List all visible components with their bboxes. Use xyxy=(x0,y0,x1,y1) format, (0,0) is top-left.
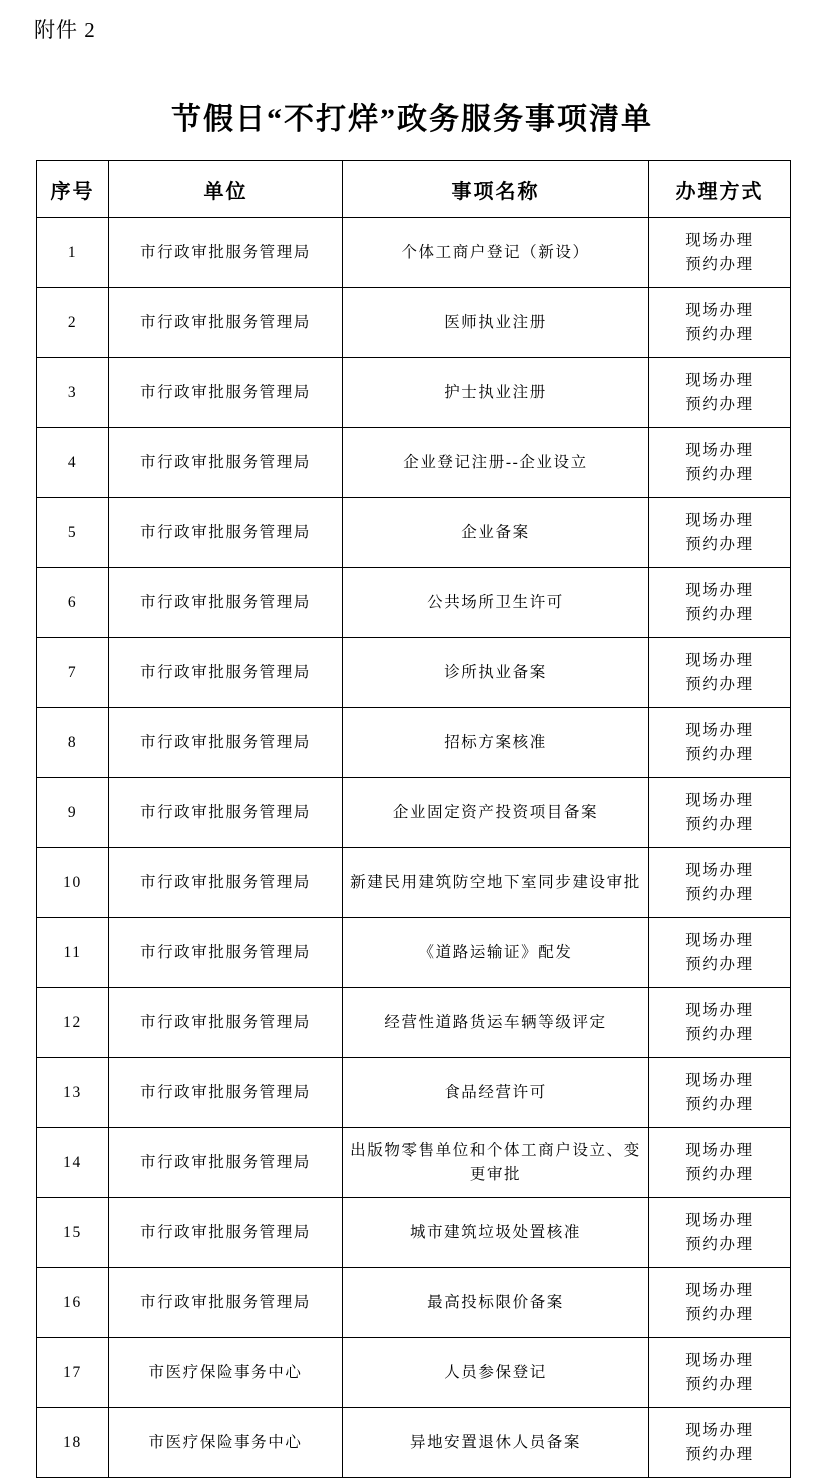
mode-line-appointment: 预约办理 xyxy=(685,325,754,343)
mode-line-appointment: 预约办理 xyxy=(685,1025,754,1043)
column-header-no: 序号 xyxy=(37,161,109,218)
cell-no: 12 xyxy=(37,988,109,1058)
cell-mode xyxy=(649,708,791,778)
table-row xyxy=(37,1268,791,1338)
cell-item: 护士执业注册 xyxy=(343,358,649,428)
cell-no: 5 xyxy=(37,498,109,568)
cell-mode xyxy=(649,1128,791,1198)
cell-unit: 市行政审批服务管理局 xyxy=(109,428,343,498)
cell-no: 14 xyxy=(37,1128,109,1198)
cell-item: 诊所执业备案 xyxy=(343,638,649,708)
table-row xyxy=(37,708,791,778)
cell-mode xyxy=(649,1198,791,1268)
mode-line-appointment: 预约办理 xyxy=(685,605,754,623)
cell-no: 16 xyxy=(37,1268,109,1338)
mode-line-appointment: 预约办理 xyxy=(685,885,754,903)
mode-line-onsite: 现场办理 xyxy=(685,442,754,460)
table-row xyxy=(37,1198,791,1268)
cell-mode xyxy=(649,568,791,638)
cell-item: 企业登记注册--企业设立 xyxy=(343,428,649,498)
mode-line-onsite: 现场办理 xyxy=(685,512,754,530)
mode-line-onsite: 现场办理 xyxy=(685,1072,754,1090)
table-header xyxy=(37,161,791,218)
cell-no: 13 xyxy=(37,1058,109,1128)
cell-mode xyxy=(649,1338,791,1408)
mode-line-appointment: 预约办理 xyxy=(685,1375,754,1393)
mode-line-onsite: 现场办理 xyxy=(685,1282,754,1300)
mode-line-onsite: 现场办理 xyxy=(685,372,754,390)
table-row xyxy=(37,1408,791,1478)
cell-unit: 市医疗保险事务中心 xyxy=(109,1408,343,1478)
mode-line-onsite: 现场办理 xyxy=(685,862,754,880)
cell-no: 4 xyxy=(37,428,109,498)
cell-item: 最高投标限价备案 xyxy=(343,1268,649,1338)
cell-unit: 市行政审批服务管理局 xyxy=(109,918,343,988)
cell-unit: 市行政审批服务管理局 xyxy=(109,708,343,778)
cell-unit: 市行政审批服务管理局 xyxy=(109,358,343,428)
cell-mode xyxy=(649,1268,791,1338)
cell-unit: 市行政审批服务管理局 xyxy=(109,218,343,288)
table-row xyxy=(37,428,791,498)
cell-no: 9 xyxy=(37,778,109,848)
cell-mode xyxy=(649,218,791,288)
page-title: 节假日“不打烊”政务服务事项清单 xyxy=(171,103,653,136)
cell-unit: 市行政审批服务管理局 xyxy=(109,1198,343,1268)
cell-mode xyxy=(649,638,791,708)
table-row xyxy=(37,988,791,1058)
mode-line-appointment: 预约办理 xyxy=(685,255,754,273)
column-header-mode: 办理方式 xyxy=(649,161,791,218)
cell-no: 15 xyxy=(37,1198,109,1268)
cell-mode xyxy=(649,358,791,428)
cell-item: 出版物零售单位和个体工商户设立、变更审批 xyxy=(343,1128,649,1198)
mode-line-onsite: 现场办理 xyxy=(685,932,754,950)
cell-no: 6 xyxy=(37,568,109,638)
mode-line-appointment: 预约办理 xyxy=(685,815,754,833)
mode-line-onsite: 现场办理 xyxy=(685,722,754,740)
cell-item: 医师执业注册 xyxy=(343,288,649,358)
table-row xyxy=(37,1128,791,1198)
table-header-row xyxy=(37,161,791,218)
cell-no: 1 xyxy=(37,218,109,288)
cell-item: 企业备案 xyxy=(343,498,649,568)
cell-no: 17 xyxy=(37,1338,109,1408)
table-row xyxy=(37,358,791,428)
cell-item: 企业固定资产投资项目备案 xyxy=(343,778,649,848)
cell-mode xyxy=(649,1408,791,1478)
mode-line-onsite: 现场办理 xyxy=(685,1142,754,1160)
cell-mode xyxy=(649,988,791,1058)
cell-unit: 市行政审批服务管理局 xyxy=(109,1268,343,1338)
cell-no: 7 xyxy=(37,638,109,708)
cell-mode xyxy=(649,918,791,988)
cell-item: 食品经营许可 xyxy=(343,1058,649,1128)
cell-mode xyxy=(649,288,791,358)
cell-unit: 市医疗保险事务中心 xyxy=(109,1338,343,1408)
mode-line-onsite: 现场办理 xyxy=(685,792,754,810)
cell-mode xyxy=(649,848,791,918)
table-row xyxy=(37,1058,791,1128)
cell-item: 经营性道路货运车辆等级评定 xyxy=(343,988,649,1058)
cell-unit: 市行政审批服务管理局 xyxy=(109,778,343,848)
table-row xyxy=(37,218,791,288)
table-body xyxy=(37,218,791,1478)
cell-mode xyxy=(649,498,791,568)
table-row xyxy=(37,638,791,708)
cell-unit: 市行政审批服务管理局 xyxy=(109,638,343,708)
table-row xyxy=(37,288,791,358)
cell-no: 8 xyxy=(37,708,109,778)
mode-line-appointment: 预约办理 xyxy=(685,395,754,413)
table-row xyxy=(37,918,791,988)
cell-no: 10 xyxy=(37,848,109,918)
mode-line-appointment: 预约办理 xyxy=(685,955,754,973)
cell-item: 招标方案核准 xyxy=(343,708,649,778)
cell-unit: 市行政审批服务管理局 xyxy=(109,1058,343,1128)
table-row xyxy=(37,498,791,568)
mode-line-appointment: 预约办理 xyxy=(685,675,754,693)
cell-unit: 市行政审批服务管理局 xyxy=(109,288,343,358)
cell-item: 异地安置退休人员备案 xyxy=(343,1408,649,1478)
mode-line-appointment: 预约办理 xyxy=(685,535,754,553)
mode-line-appointment: 预约办理 xyxy=(685,1165,754,1183)
cell-unit: 市行政审批服务管理局 xyxy=(109,988,343,1058)
cell-item: 公共场所卫生许可 xyxy=(343,568,649,638)
table-container xyxy=(0,138,824,1478)
cell-item: 个体工商户登记（新设） xyxy=(343,218,649,288)
mode-line-appointment: 预约办理 xyxy=(685,1305,754,1323)
mode-line-onsite: 现场办理 xyxy=(685,1002,754,1020)
column-header-item: 事项名称 xyxy=(343,161,649,218)
mode-line-onsite: 现场办理 xyxy=(685,582,754,600)
column-header-unit: 单位 xyxy=(109,161,343,218)
mode-line-appointment: 预约办理 xyxy=(685,1095,754,1113)
table-row xyxy=(37,568,791,638)
mode-line-appointment: 预约办理 xyxy=(685,1235,754,1253)
mode-line-appointment: 预约办理 xyxy=(685,1445,754,1463)
table-row xyxy=(37,1338,791,1408)
cell-unit: 市行政审批服务管理局 xyxy=(109,1128,343,1198)
mode-line-onsite: 现场办理 xyxy=(685,1212,754,1230)
cell-unit: 市行政审批服务管理局 xyxy=(109,848,343,918)
service-items-table xyxy=(36,160,791,1478)
cell-item: 人员参保登记 xyxy=(343,1338,649,1408)
cell-mode xyxy=(649,1058,791,1128)
mode-line-onsite: 现场办理 xyxy=(685,652,754,670)
cell-unit: 市行政审批服务管理局 xyxy=(109,568,343,638)
cell-unit: 市行政审批服务管理局 xyxy=(109,498,343,568)
cell-no: 3 xyxy=(37,358,109,428)
cell-mode xyxy=(649,778,791,848)
cell-item: 城市建筑垃圾处置核准 xyxy=(343,1198,649,1268)
mode-line-appointment: 预约办理 xyxy=(685,465,754,483)
cell-mode xyxy=(649,428,791,498)
table-row xyxy=(37,778,791,848)
cell-item: 新建民用建筑防空地下室同步建设审批 xyxy=(343,848,649,918)
mode-line-onsite: 现场办理 xyxy=(685,232,754,250)
cell-no: 11 xyxy=(37,918,109,988)
mode-line-onsite: 现场办理 xyxy=(685,1422,754,1440)
mode-line-onsite: 现场办理 xyxy=(685,302,754,320)
cell-no: 2 xyxy=(37,288,109,358)
cell-item: 《道路运输证》配发 xyxy=(343,918,649,988)
attachment-label: 附件 2 xyxy=(34,18,96,42)
mode-line-appointment: 预约办理 xyxy=(685,745,754,763)
table-row xyxy=(37,848,791,918)
mode-line-onsite: 现场办理 xyxy=(685,1352,754,1370)
cell-no: 18 xyxy=(37,1408,109,1478)
